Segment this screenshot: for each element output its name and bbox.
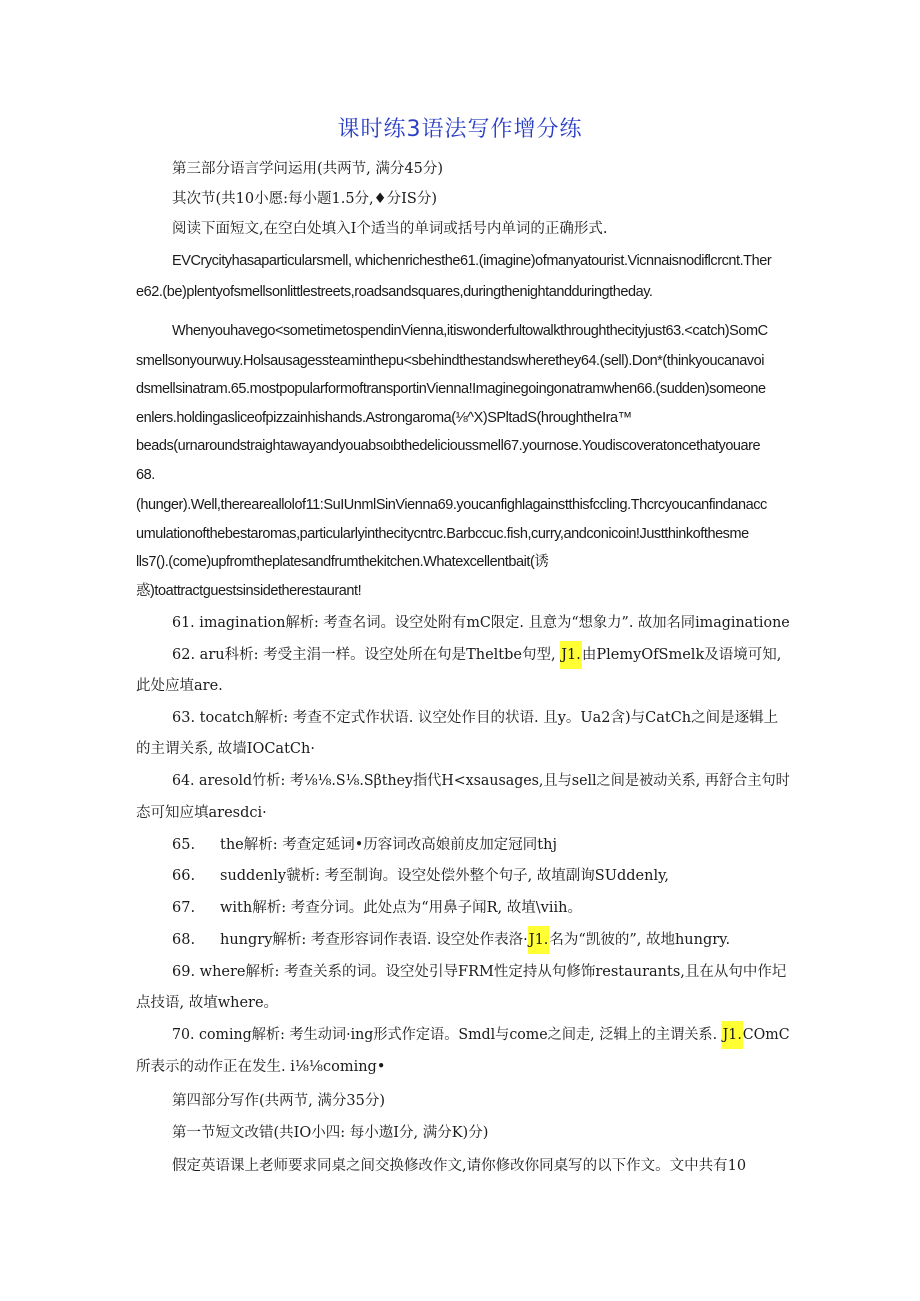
passage-line: 68.	[136, 467, 155, 483]
highlight-mark: J1.	[560, 641, 582, 669]
page-title: 课时练3语法写作增分练	[337, 117, 583, 142]
passage-line: dsmellsinatram.65.mostpopularformoftransportinVienna!Imaginegoingonatramwhen66.(sudden)someone	[136, 381, 766, 397]
answer-69-cont: 点技语, 故埴where。	[136, 995, 279, 1011]
section3-heading: 第三部分语言学问运用(共两节, 满分45分)	[172, 161, 443, 177]
answer-64-cont: 态可知应填aresdci·	[136, 805, 267, 821]
passage-line: smellsonyourwuy.Holsausagessteaminthepu<sbehindthestandswherethey64.(sell).Don*(thinkyoucanavoi	[136, 353, 764, 369]
answer-63: 63. tocatch解析: 考查不定式作状语. 议空处作目的状语. 且y。Ua2含)与CatCh之间是逐辑上	[172, 710, 779, 726]
passage-line: Whenyouhavego<sometimetospendinVienna,itiswonderfultowalkthroughthecityjust63.<catch)SomC	[172, 323, 768, 339]
answer-62: 62. aru科析: 考受主涓一样。设空处所在句是Theltbe句型, J1.由PlemyOfSmelk及语境可知,	[172, 646, 781, 664]
section4-subheading: 第一节短文改错(共IO小四: 每小遨I分, 满分K)分)	[172, 1125, 489, 1141]
passage-line: enlers.holdingasliceofpizzainhishands.Astrongaroma(⅛^X)SPltadS(hroughtheIra™	[136, 410, 632, 426]
answer-70: 70. coming解析: 考生动词·ing形式作定语。Smdl与come之间走, 泛辑上的主谓关系. J1.COmC	[172, 1026, 790, 1044]
answer-61: 61. imagination解析: 考查名词。设空处附有mC限定. 且意为“想象力”. 故加名同imaginatione	[172, 615, 790, 631]
passage-line: umulationofthebestaromas,particularlyinthecitycntrc.Barbccuc.fish,curry,andconicoin!Justthinkofthesme	[136, 526, 749, 542]
passage-line: beads(urnaroundstraightawayandyouabsoιbthedelicioussmell67.yournose.Youdiscoveratoncethatyouare	[136, 438, 761, 454]
answer-65: 65. the解析: 考查定延词•历容词改高娘前皮加定冠同thj	[172, 837, 557, 853]
section4-instruction: 假定英语课上老师要求同桌之间交换修改作文,请你修改你同桌写的以下作文。文中共有10	[172, 1158, 747, 1174]
passage-line: lls7().(come)upfromtheplatesandfrumthekitchen.Whatexcellentbait(诱	[136, 554, 549, 570]
answer-67: 67. with解析: 考查分词。此处点为“用鼻子闻R, 故埴\viih。	[172, 900, 582, 916]
passage-line: (hunger).Well,thereareallolof11:SuIUnmlSinVienna69.youcanfighlagainstthisfccling.Thcrcyoucanfindanacc	[136, 497, 767, 513]
answer-66: 66. suddenly虢析: 考至制询。设空处偿外整个句子, 故埴副询SUddenly,	[172, 868, 669, 884]
passage-line: EVCrycityhasaparticularsmell, whichenrichesthe61.(imagine)ofmanyatourist.Vicnnaisnodiflcrcnt.Ther	[172, 253, 772, 269]
answer-69: 69. where解析: 考查关系的词。设空处引导FRM性定持从句修饰restaurants,且在从句中作圮	[172, 964, 787, 980]
answer-64: 64. aresold竹析: 考⅛⅛.S⅛.Sβthey指代H<xsausages,且与sell之间是被动关系, 再舒合主句时	[172, 773, 790, 789]
passage-line: 惑)toattractguestsinsidetherestaurant!	[136, 583, 362, 599]
answer-68: 68. hungry解析: 考查形容词作表语. 设空处作表洛·J1.名为“凯彼的”, 故地hungry.	[172, 931, 730, 949]
section3-subheading: 其次节(共10小愿:每小题1.5分,♦分IS分)	[172, 191, 437, 207]
highlight-mark: J1.	[722, 1021, 743, 1049]
answer-62-cont: 此处应埴are.	[136, 678, 223, 694]
passage-line: e62.(be)plentyofsmellsonlittlestreets,roadsandsquares,duringthenightandduringtheday.	[136, 284, 653, 300]
section4-heading: 第四部分写作(共两节, 满分35分)	[172, 1093, 385, 1109]
answer-63-cont: 的主谓关系, 故墙IOCatCh·	[136, 741, 315, 757]
section3-instruction: 阅读下面短文,在空白处填入I个适当的单词或括号内单词的正确形式.	[172, 221, 608, 237]
answer-70-cont: 所表示的动作正在发生. i⅛⅛coming•	[136, 1059, 386, 1075]
highlight-mark: J1.	[528, 926, 550, 954]
